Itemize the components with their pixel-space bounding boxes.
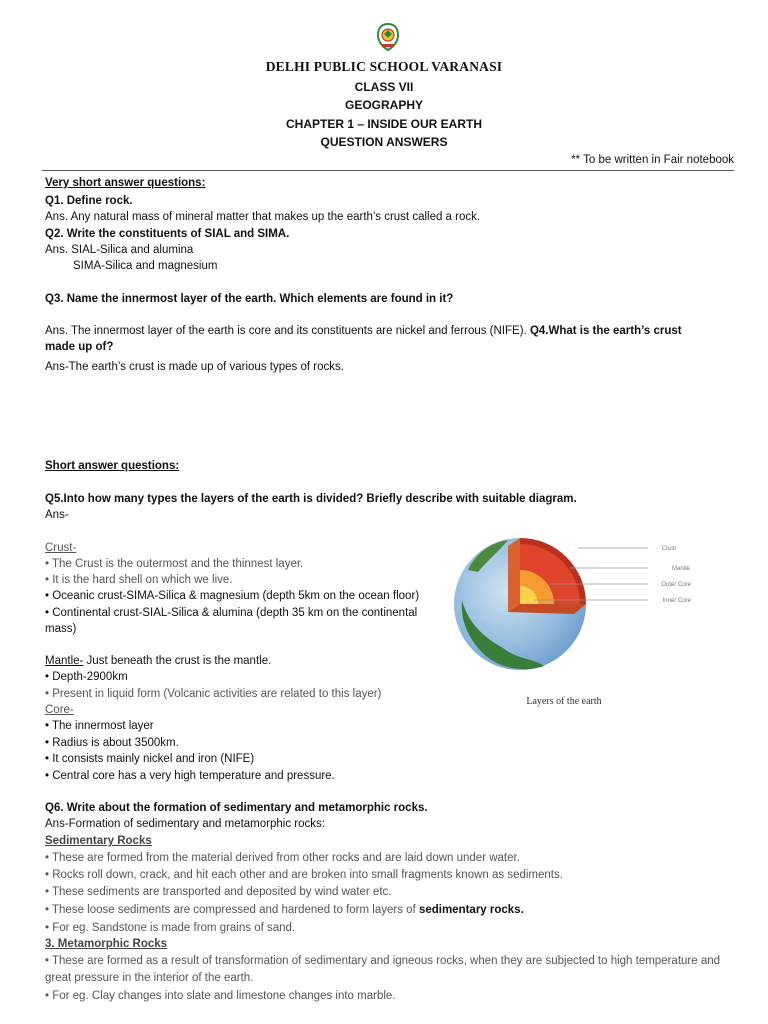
short-heading: Short answer questions: [45, 460, 180, 472]
answer-2-sima: SIMA-Silica and magnesium [73, 260, 218, 272]
question-6: Q6. Write about the formation of sedimentary and metamorphic rocks. [45, 802, 428, 814]
label-inner-core: Inner Core [662, 598, 691, 604]
core-point-2: • Radius is about 3500km. [45, 737, 179, 749]
core-point-3: • It consists mainly nickel and iron (NIFE) [45, 753, 255, 765]
diagram-caption: Layers of the earth [526, 696, 602, 707]
answer-5: Ans- [45, 509, 69, 521]
crust-title: Crust- [45, 542, 77, 554]
sedimentary-point-2: • Rocks roll down, crack, and hit each other and are broken into small fragments known as sediments. [45, 869, 563, 881]
sedimentary-point-5: • For eg. Sandstone is made from grains of sand. [45, 922, 296, 934]
sedimentary-point-4-text: • These loose sediments are compressed and hardened to form layers of [45, 904, 419, 916]
crust-point-2: • It is the hard shell on which we live. [45, 574, 233, 586]
answer-3: Ans. The innermost layer of the earth is core and its constituents are nickel and ferrous (NIFE). [45, 325, 527, 337]
chapter-title: CHAPTER 1 – INSIDE OUR EARTH [285, 117, 483, 131]
crust-point-4: • Continental crust-SIAL-Silica & alumina (depth 35 km on the continental mass) [45, 607, 418, 635]
crust-point-1: • The Crust is the outermost and the thinnest layer. [45, 558, 304, 570]
core-title: Core- [45, 704, 74, 716]
answer-6: Ans-Formation of sedimentary and metamorphic rocks: [45, 818, 325, 830]
sedimentary-rocks-bold: sedimentary rocks. [418, 904, 524, 916]
very-short-heading: Very short answer questions: [45, 177, 206, 189]
school-name: DELHI PUBLIC SCHOOL VARANASI [265, 59, 503, 74]
answer-2-sial: Ans. SIAL-Silica and alumina [45, 244, 194, 256]
crust-point-3: • Oceanic crust-SIMA-Silica & magnesium (depth 5km on the ocean floor) [45, 590, 420, 602]
label-mantle: Mantle [671, 566, 690, 572]
question-2: Q2. Write the constituents of SIAL and SIMA. [45, 228, 290, 240]
school-logo [375, 22, 401, 52]
header-divider [42, 170, 734, 171]
sedimentary-point-3: • These sediments are transported and deposited by wind water etc. [45, 886, 392, 898]
mantle-point-2: • Present in liquid form (Volcanic activities are related to this layer) [45, 688, 382, 700]
core-point-1: • The innermost layer [45, 720, 154, 732]
question-4-end: made up of? [45, 341, 114, 353]
sedimentary-title: Sedimentary Rocks [45, 835, 152, 847]
mantle-line [45, 654, 271, 668]
question-1: Q1. Define rock. [45, 195, 133, 207]
question-3: Q3. Name the innermost layer of the earth. Which elements are found in it? [45, 293, 454, 305]
label-outer-core: Outer Core [661, 582, 691, 588]
answer-4: Ans-The earth’s crust is made up of various types of rocks. [45, 361, 344, 373]
question-4-start: Q4.What is the earth’s crust [529, 325, 682, 337]
mantle-text: Just beneath the crust is the mantle. [83, 655, 272, 667]
doc-type: QUESTION ANSWERS [320, 135, 448, 149]
earth-layers-diagram [448, 530, 698, 710]
mantle-point-1: • Depth-2900km [45, 671, 128, 683]
cut-face-left [508, 538, 520, 612]
label-crust: Crust [661, 546, 676, 552]
class-label: CLASS VII [354, 80, 414, 94]
answer-3-line [45, 324, 682, 338]
sedimentary-point-4 [45, 903, 524, 917]
question-5: Q5.Into how many types the layers of the earth is divided? Briefly describe with suitable diagram. [45, 493, 577, 505]
mantle-title: Mantle- [45, 655, 84, 667]
metamorphic-point-1: • These are formed as a result of transformation of sedimentary and igneous rocks, when they are subjected to high temperature and great pressure in the interior of the earth. [45, 955, 721, 984]
fair-notebook-note: ** To be written in Fair notebook [571, 154, 734, 166]
sedimentary-point-1: • These are formed from the material derived from other rocks and are laid down under water. [45, 852, 520, 864]
metamorphic-point-2: • For eg. Clay changes into slate and limestone changes into marble. [45, 990, 396, 1002]
answer-1: Ans. Any natural mass of mineral matter that makes up the earth’s crust called a rock. [45, 211, 481, 223]
core-point-4: • Central core has a very high temperature and pressure. [45, 770, 335, 782]
subject-label: GEOGRAPHY [344, 98, 423, 112]
metamorphic-title: 3. Metamorphic Rocks [45, 938, 168, 950]
